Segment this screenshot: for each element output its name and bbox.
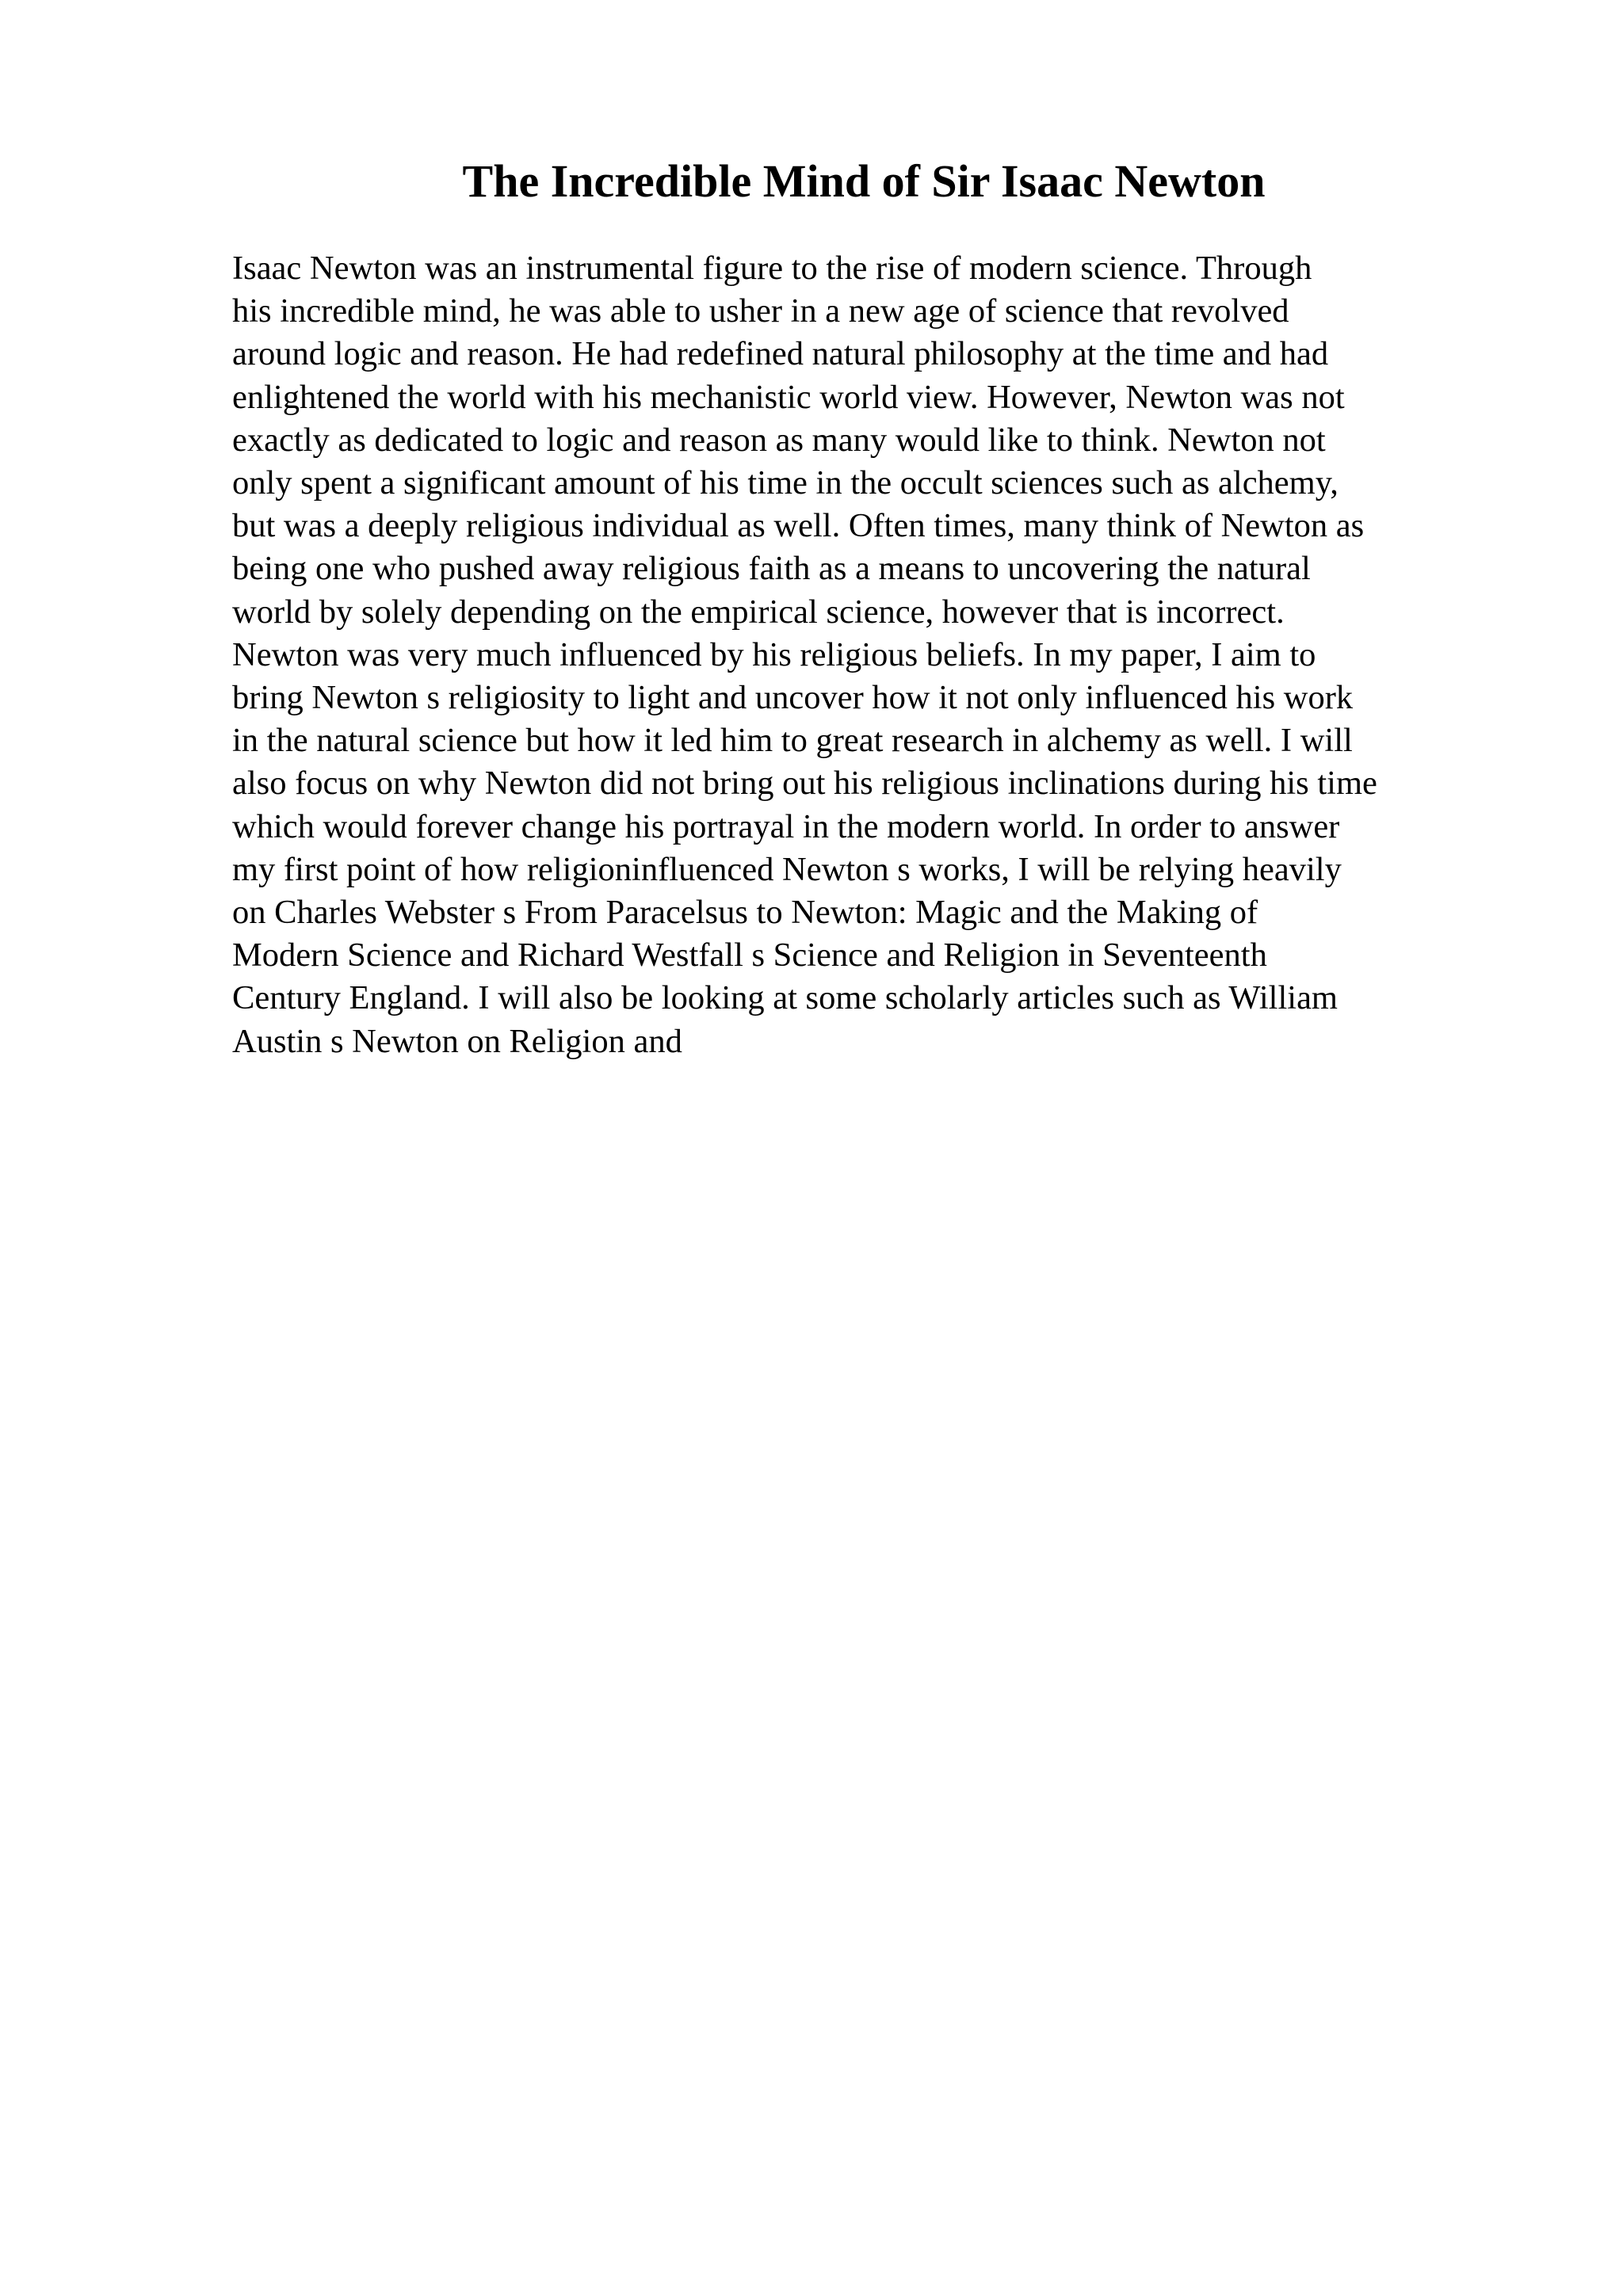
paragraph-line: which would forever change his portrayal in the modern world. In order to answer	[232, 807, 1340, 845]
paragraph-line: but was a deeply religious individual as well. Often times, many think of Newton as	[232, 507, 1365, 545]
paragraph-line: Modern Science and Richard Westfall s Science and Religion in Seventeenth	[232, 936, 1267, 974]
document-title: The Incredible Mind of Sir Isaac Newton	[462, 155, 1266, 207]
paragraph-line: on Charles Webster s From Paracelsus to Newton: Magic and the Making of	[232, 894, 1258, 932]
paragraph-line: Newton was very much influenced by his religious beliefs. In my paper, I aim to	[232, 635, 1316, 673]
body-paragraph	[232, 247, 1500, 1063]
paragraph-line: Austin s Newton on Religion and	[232, 1022, 682, 1060]
paragraph-line: bring Newton s religiosity to light and uncover how it not only influenced his work	[232, 679, 1354, 717]
paragraph-line: world by solely depending on the empirical science, however that is incorrect.	[232, 593, 1285, 631]
paragraph-line: only spent a significant amount of his time in the occult sciences such as alchemy,	[232, 464, 1338, 502]
paragraph-line: being one who pushed away religious faith as a means to uncovering the natural	[232, 550, 1311, 588]
paragraph-line: my first point of how religioninfluenced Newton s works, I will be relying heavily	[232, 850, 1342, 888]
paragraph-line: his incredible mind, he was able to usher in a new age of science that revolved	[232, 292, 1289, 330]
paragraph-line: Century England. I will also be looking at some scholarly articles such as William	[232, 979, 1338, 1017]
paragraph-line: also focus on why Newton did not bring out his religious inclinations during his time	[232, 765, 1377, 803]
paragraph-line: around logic and reason. He had redefined natural philosophy at the time and had	[232, 335, 1329, 373]
paragraph-line: in the natural science but how it led him to great research in alchemy as well. I will	[232, 722, 1353, 760]
paragraph-line: enlightened the world with his mechanistic world view. However, Newton was not	[232, 378, 1345, 416]
paragraph-line: Isaac Newton was an instrumental figure to the rise of modern science. Through	[232, 250, 1312, 287]
paragraph-line: exactly as dedicated to logic and reason as many would like to think. Newton not	[232, 421, 1326, 459]
